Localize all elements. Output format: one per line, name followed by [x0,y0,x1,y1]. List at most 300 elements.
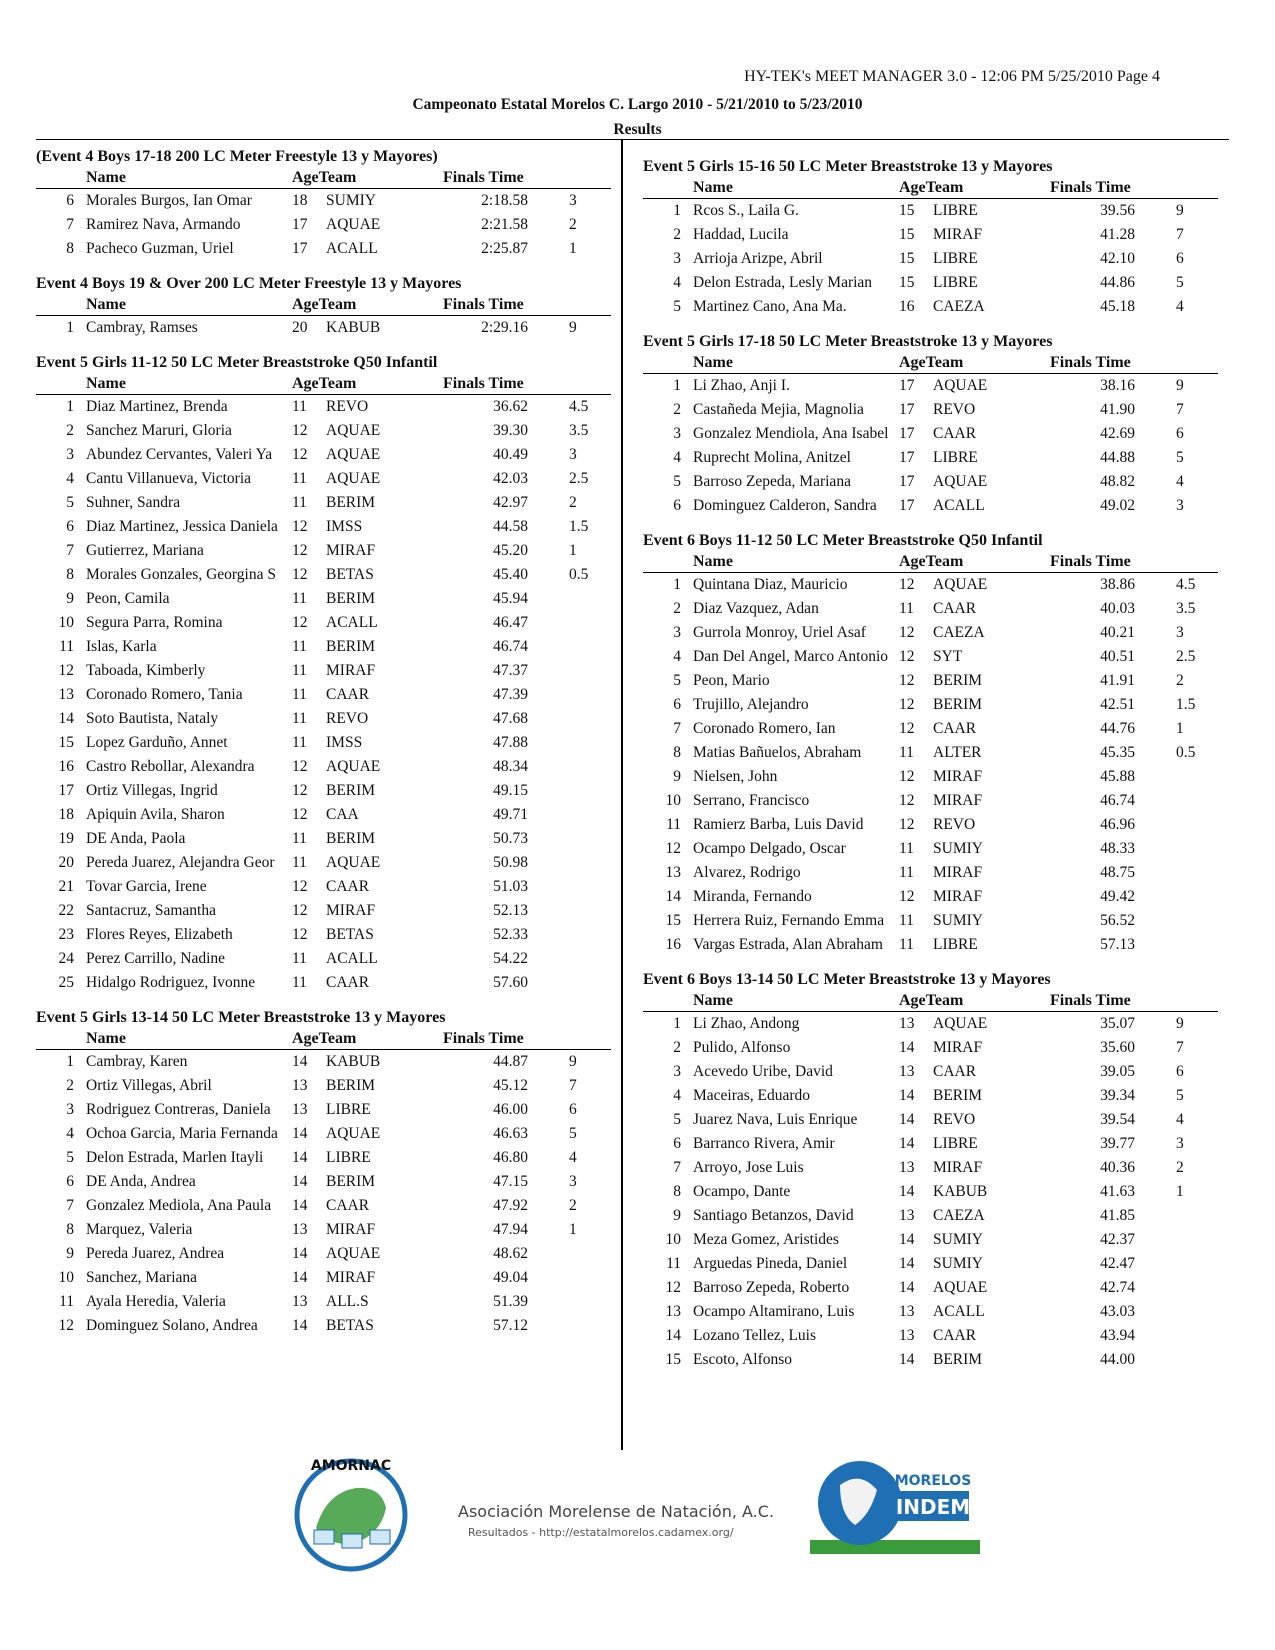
place: 1 [66,319,74,336]
swimmer-name: Serrano, Francisco [693,792,810,809]
place: 19 [58,830,74,847]
swimmer-name: Diaz Vazquez, Adan [693,600,819,617]
place: 14 [58,710,74,727]
swimmer-name: Marquez, Valeria [86,1221,193,1238]
result-row [643,271,1218,295]
place: 4 [66,1125,74,1142]
finals-time: 46.63 [493,1125,528,1142]
team: AQUAE [326,1245,381,1262]
points: 9 [569,319,577,336]
result-row [36,923,611,947]
result-row [643,813,1218,837]
column-header [36,295,611,316]
result-row [36,875,611,899]
points: 1 [569,542,577,559]
team: MIRAF [326,662,376,679]
finals-time: 54.22 [493,950,528,967]
points: 2 [569,1197,577,1214]
result-row [643,1156,1218,1180]
swimmer-name: Peon, Mario [693,672,770,689]
finals-time: 39.30 [493,422,528,439]
points: 3 [569,192,577,209]
finals-time: 41.28 [1100,226,1135,243]
finals-time: 47.94 [493,1221,528,1238]
team: LIBRE [933,936,978,953]
result-row [643,597,1218,621]
age: 14 [899,1135,915,1152]
event-block [643,156,1218,319]
age: 12 [899,576,915,593]
points: 6 [1176,1063,1184,1080]
age: 13 [899,1303,915,1320]
amornac-logo [286,1448,416,1578]
place: 13 [665,1303,681,1320]
event-block [643,530,1218,957]
points: 3 [1176,624,1184,641]
ageteam-column-header: AgeTeam [899,179,964,196]
swimmer-name: Ochoa Garcia, Maria Fernanda [86,1125,278,1142]
finals-time: 42.51 [1100,696,1135,713]
result-row [643,199,1218,223]
age: 12 [899,672,915,689]
swimmer-name: Acevedo Uribe, David [693,1063,833,1080]
swimmer-name: Ocampo Altamirano, Luis [693,1303,855,1320]
finals-time: 44.00 [1100,1351,1135,1368]
finals-time: 47.37 [493,662,528,679]
place: 5 [673,672,681,689]
header-divider [36,139,1229,140]
result-row [36,611,611,635]
age: 11 [899,840,914,857]
team: CAEZA [933,624,985,641]
team: AQUAE [326,216,381,233]
team: SYT [933,648,963,665]
finals-time: 2:29.16 [481,319,528,336]
team: MIRAF [933,226,983,243]
finals-time: 41.85 [1100,1207,1135,1224]
place: 11 [666,816,681,833]
team: SUMIY [933,840,983,857]
results-link[interactable]: Resultados - http://estatalmorelos.cadamex.org/ [468,1526,734,1539]
finals-time: 47.68 [493,710,528,727]
finals-time: 46.00 [493,1101,528,1118]
result-row [643,374,1218,398]
place: 1 [673,576,681,593]
team: REVO [326,398,369,415]
team: ACALL [326,950,378,967]
team: ALL.S [326,1293,369,1310]
finals-time: 46.80 [493,1149,528,1166]
result-row [643,494,1218,518]
swimmer-name: Abundez Cervantes, Valeri Ya [86,446,273,463]
swimmer-name: Ramierz Barba, Luis David [693,816,864,833]
result-row [36,587,611,611]
finals-time: 56.52 [1100,912,1135,929]
age: 12 [899,624,915,641]
result-row [643,861,1218,885]
name-column-header: Name [693,179,733,196]
event-block [643,331,1218,518]
points: 1 [569,240,577,257]
result-row [643,223,1218,247]
place: 1 [66,1053,74,1070]
result-row [36,237,611,261]
age: 13 [899,1063,915,1080]
team: MIRAF [933,768,983,785]
team: CAEZA [933,1207,985,1224]
swimmer-name: Miranda, Fernando [693,888,812,905]
swimmer-name: Trujillo, Alejandro [693,696,809,713]
finals-time: 45.12 [493,1077,528,1094]
indem-top-text: MORELOS [894,1473,972,1489]
place: 1 [673,377,681,394]
swimmer-name: Maceiras, Eduardo [693,1087,811,1104]
team: LIBRE [326,1149,371,1166]
name-column-header: Name [693,992,733,1009]
age: 17 [899,449,915,466]
swimmer-name: Dominguez Solano, Andrea [86,1317,258,1334]
team: BETAS [326,566,374,583]
points: 7 [569,1077,577,1094]
swimmer-name: Pacheco Guzman, Uriel [86,240,234,257]
points: 1 [569,1221,577,1238]
team: CAAR [326,974,370,991]
place: 9 [673,768,681,785]
age: 13 [899,1159,915,1176]
place: 11 [59,1293,74,1310]
swimmer-name: Ruprecht Molina, Anitzel [693,449,851,466]
place: 10 [665,792,681,809]
finals-time: 40.21 [1100,624,1135,641]
result-row [643,446,1218,470]
result-row [643,1108,1218,1132]
finals-time: 50.73 [493,830,528,847]
points: 2.5 [1176,648,1196,665]
column-header [36,1029,611,1050]
points: 3 [1176,1135,1184,1152]
age: 15 [899,274,915,291]
event-block [643,969,1218,1372]
right-column [643,156,1218,1384]
result-row [643,933,1218,957]
team: CAAR [326,1197,370,1214]
swimmer-name: Ortiz Villegas, Abril [86,1077,212,1094]
age: 12 [899,720,915,737]
points: 1 [1176,1183,1184,1200]
team: KABUB [326,319,381,336]
age: 12 [292,878,308,895]
team: BERIM [933,672,983,689]
result-row [643,837,1218,861]
points: 2 [1176,1159,1184,1176]
swimmer-name: Cambray, Ramses [86,319,198,336]
place: 7 [673,720,681,737]
result-row [643,295,1218,319]
points: 7 [1176,226,1184,243]
swimmer-name: Ortiz Villegas, Ingrid [86,782,218,799]
age: 14 [292,1317,308,1334]
result-row [643,741,1218,765]
team: CAAR [933,720,977,737]
place: 16 [58,758,74,775]
swimmer-name: Morales Burgos, Ian Omar [86,192,252,209]
result-row [36,1074,611,1098]
swimmer-name: Suhner, Sandra [86,494,181,511]
swimmer-name: Sanchez Maruri, Gloria [86,422,232,439]
team: BETAS [326,926,374,943]
result-row [36,1242,611,1266]
result-row [36,1290,611,1314]
age: 13 [899,1207,915,1224]
finals-time: 35.60 [1100,1039,1135,1056]
team: REVO [933,816,976,833]
team: CAEZA [933,298,985,315]
place: 6 [673,696,681,713]
place: 21 [58,878,74,895]
swimmer-name: Escoto, Alfonso [693,1351,793,1368]
age: 12 [899,816,915,833]
age: 12 [292,422,308,439]
team: BERIM [326,590,376,607]
points: 5 [1176,449,1184,466]
indem-logo [805,1455,985,1565]
place: 6 [66,1173,74,1190]
swimmer-name: Pereda Juarez, Andrea [86,1245,225,1262]
age: 12 [899,888,915,905]
place: 8 [66,566,74,583]
result-row [36,539,611,563]
age: 12 [292,542,308,559]
points: 7 [1176,401,1184,418]
swimmer-name: Arguedas Pineda, Daniel [693,1255,848,1272]
team: CAAR [933,1327,977,1344]
points: 6 [1176,425,1184,442]
finals-time: 40.51 [1100,648,1135,665]
age: 14 [899,1279,915,1296]
result-row [36,443,611,467]
place: 15 [665,912,681,929]
age: 11 [292,398,307,415]
place: 2 [673,401,681,418]
team: AQUAE [933,1279,988,1296]
age: 12 [292,806,308,823]
event-title: Event 4 Boys 19 & Over 200 LC Meter Freestyle 13 y Mayores [36,275,462,292]
points: 4.5 [1176,576,1196,593]
place: 7 [66,216,74,233]
result-row [643,398,1218,422]
age: 11 [292,710,307,727]
team: LIBRE [933,449,978,466]
age: 11 [899,912,914,929]
team: LIBRE [933,1135,978,1152]
finals-time: 43.94 [1100,1327,1135,1344]
finals-time: 44.76 [1100,720,1135,737]
swimmer-name: Quintana Diaz, Mauricio [693,576,848,593]
place: 5 [66,1149,74,1166]
result-row [36,467,611,491]
points: 6 [569,1101,577,1118]
ageteam-column-header: AgeTeam [899,992,964,1009]
place: 24 [58,950,74,967]
finals-time: 45.18 [1100,298,1135,315]
swimmer-name: Sanchez, Mariana [86,1269,198,1286]
swimmer-name: Lopez Garduño, Annet [86,734,228,751]
finals-time: 39.05 [1100,1063,1135,1080]
result-row [36,1170,611,1194]
finals-time: 2:21.58 [481,216,528,233]
name-column-header: Name [693,553,733,570]
swimmer-name: DE Anda, Paola [86,830,186,847]
finals-time-column-header: Finals Time [1050,553,1131,570]
ageteam-column-header: AgeTeam [292,296,357,313]
result-row [36,947,611,971]
place: 11 [59,638,74,655]
finals-time: 48.33 [1100,840,1135,857]
age: 14 [899,1087,915,1104]
result-row [36,491,611,515]
finals-time: 49.15 [493,782,528,799]
age: 14 [899,1255,915,1272]
points: 2 [569,494,577,511]
swimmer-name: Barranco Rivera, Amir [693,1135,835,1152]
column-divider [621,140,623,1450]
result-row [36,827,611,851]
points: 9 [1176,1015,1184,1032]
finals-time: 57.13 [1100,936,1135,953]
place: 15 [58,734,74,751]
team: SUMIY [933,912,983,929]
finals-time: 42.47 [1100,1255,1135,1272]
place: 15 [665,1351,681,1368]
finals-time: 45.40 [493,566,528,583]
event-title: Event 6 Boys 11-12 50 LC Meter Breaststroke Q50 Infantil [643,532,1043,549]
age: 11 [292,470,307,487]
team: MIRAF [326,1269,376,1286]
age: 12 [292,446,308,463]
finals-time: 44.87 [493,1053,528,1070]
column-header [643,178,1218,199]
place: 4 [673,274,681,291]
finals-time: 47.88 [493,734,528,751]
points: 2 [1176,672,1184,689]
finals-time: 41.91 [1100,672,1135,689]
place: 1 [673,202,681,219]
team: AQUAE [326,854,381,871]
swimmer-name: DE Anda, Andrea [86,1173,196,1190]
team: LIBRE [326,1101,371,1118]
swimmer-name: Rodriguez Contreras, Daniela [86,1101,271,1118]
swimmer-name: Rcos S., Laila G. [693,202,799,219]
swimmer-name: Delon Estrada, Lesly Marian [693,274,873,291]
finals-time: 40.49 [493,446,528,463]
finals-time: 51.39 [493,1293,528,1310]
age: 12 [899,768,915,785]
swimmer-name: Perez Carrillo, Nadine [86,950,226,967]
age: 12 [292,566,308,583]
finals-time-column-header: Finals Time [443,375,524,392]
swimmer-name: Castro Rebollar, Alexandra [86,758,255,775]
swimmer-name: Herrera Ruiz, Fernando Emma [693,912,885,929]
swimmer-name: Peon, Camila [86,590,170,607]
team: CAAR [933,600,977,617]
finals-time: 45.20 [493,542,528,559]
result-row [643,1252,1218,1276]
swimmer-name: Taboada, Kimberly [86,662,206,679]
finals-time: 45.94 [493,590,528,607]
place: 8 [673,1183,681,1200]
age: 14 [899,1111,915,1128]
team: BERIM [933,1087,983,1104]
result-row [36,899,611,923]
result-row [643,1204,1218,1228]
team: BERIM [326,1173,376,1190]
result-row [643,1180,1218,1204]
points: 4 [569,1149,577,1166]
column-header [36,374,611,395]
team: MIRAF [933,1159,983,1176]
team: BERIM [326,494,376,511]
age: 17 [292,216,308,233]
team: IMSS [326,734,363,751]
age: 11 [292,590,307,607]
age: 12 [292,926,308,943]
age: 17 [899,377,915,394]
swimmer-name: Juarez Nava, Luis Enrique [693,1111,858,1128]
finals-time: 41.63 [1100,1183,1135,1200]
team: BERIM [326,1077,376,1094]
finals-time: 43.03 [1100,1303,1135,1320]
team: KABUB [933,1183,988,1200]
place: 3 [673,250,681,267]
finals-time: 49.42 [1100,888,1135,905]
team: REVO [933,1111,976,1128]
result-row [643,1012,1218,1036]
result-row [36,731,611,755]
finals-time: 46.96 [1100,816,1135,833]
age: 14 [292,1269,308,1286]
name-column-header: Name [86,375,126,392]
swimmer-name: Pereda Juarez, Alejandra Geor [86,854,275,871]
finals-time: 36.62 [493,398,528,415]
place: 9 [66,590,74,607]
team: IMSS [326,518,363,535]
finals-time-column-header: Finals Time [1050,992,1131,1009]
team: MIRAF [933,1039,983,1056]
points: 4 [1176,1111,1184,1128]
swimmer-name: Soto Bautista, Nataly [86,710,219,727]
swimmer-name: Santiago Betanzos, David [693,1207,854,1224]
team: MIRAF [933,888,983,905]
result-row [643,789,1218,813]
place: 4 [673,1087,681,1104]
finals-time: 2:25.87 [481,240,528,257]
swimmer-name: Cantu Villanueva, Victoria [86,470,252,487]
swimmer-name: Dominguez Calderon, Sandra [693,497,877,514]
swimmer-name: Flores Reyes, Elizabeth [86,926,233,943]
name-column-header: Name [693,354,733,371]
swimmer-name: Martinez Cano, Ana Ma. [693,298,847,315]
points: 1.5 [1176,696,1196,713]
place: 3 [673,624,681,641]
place: 12 [665,840,681,857]
place: 18 [58,806,74,823]
place: 7 [66,1197,74,1214]
event-title: (Event 4 Boys 17-18 200 LC Meter Freestyle 13 y Mayores) [36,148,438,165]
finals-time: 39.77 [1100,1135,1135,1152]
age: 15 [899,250,915,267]
event-title: Event 5 Girls 13-14 50 LC Meter Breaststroke 13 y Mayores [36,1009,446,1026]
age: 14 [292,1053,308,1070]
